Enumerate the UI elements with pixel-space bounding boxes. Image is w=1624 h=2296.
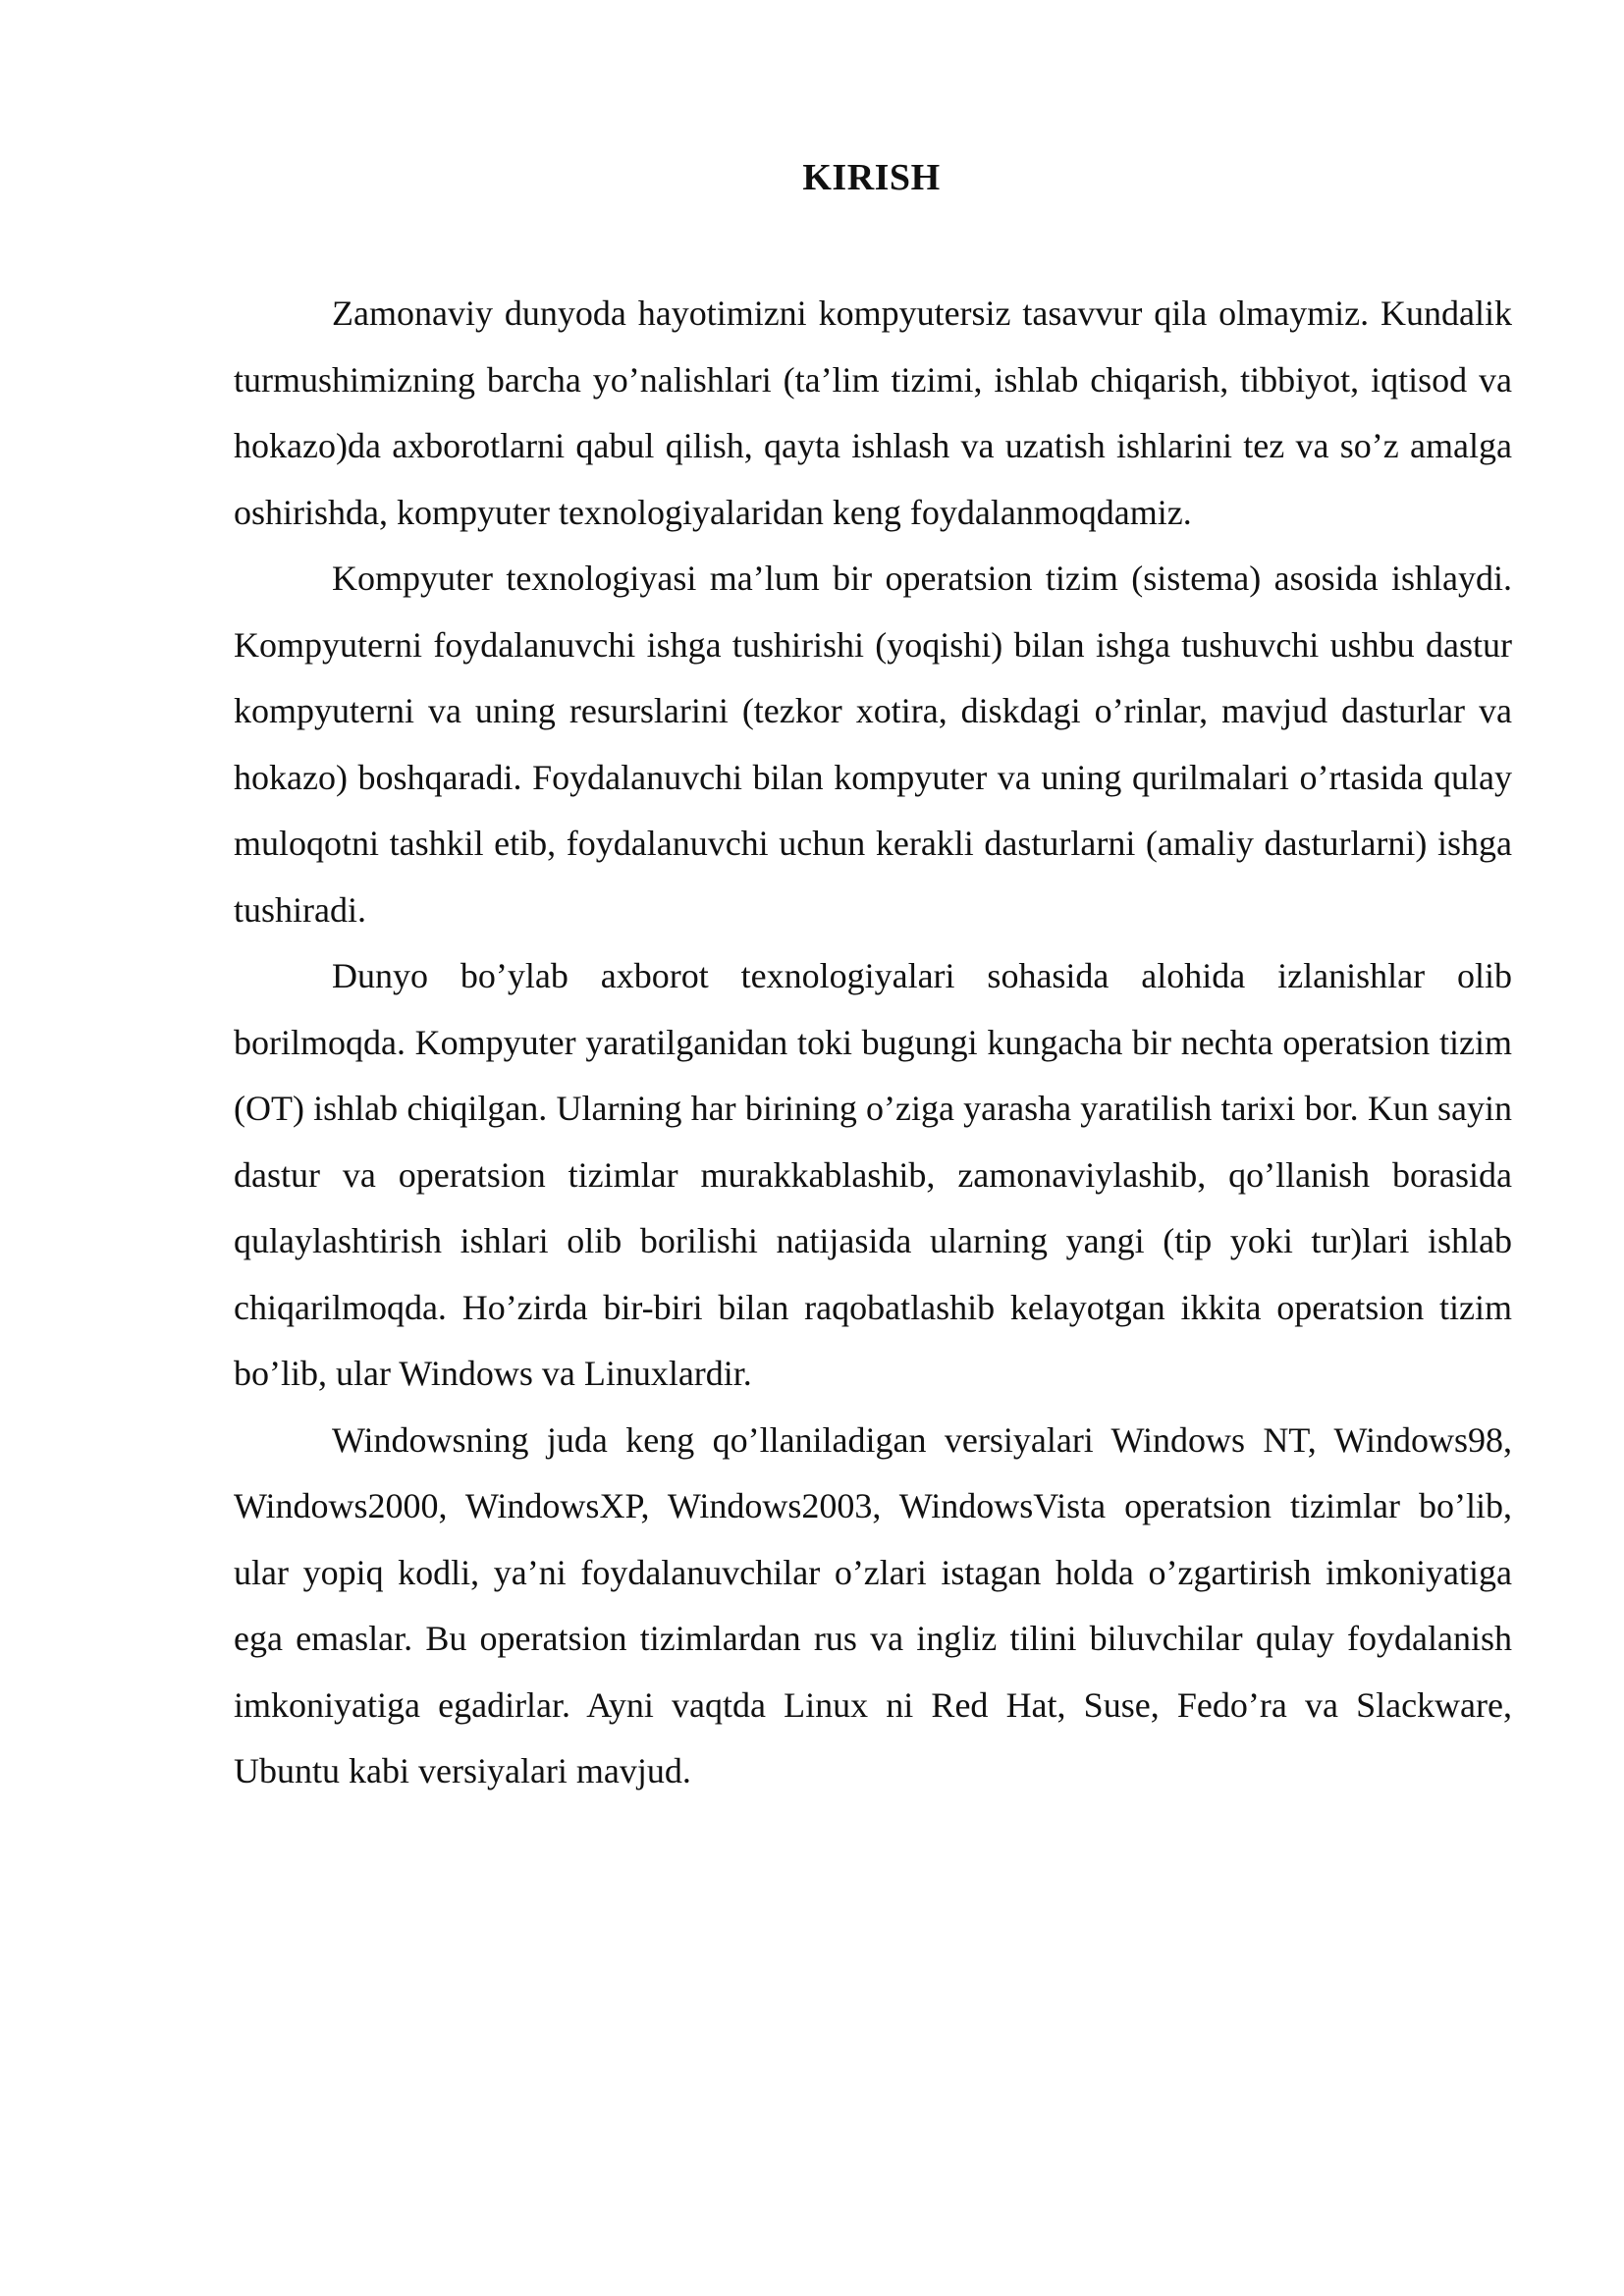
document-body (234, 281, 1512, 1805)
paragraph-3: Dunyo bo’ylab axborot texnologiyalari sohasida alohida izlanishlar olib borilmoqda. Kompyuter yaratilganidan toki bugungi kungacha bir nechta operatsion tizim (OT) ishlab chiqilgan. Ularning har birining o’ziga yarasha yaratilish tarixi bor. Kun sayin dastur va operatsion tizimlar murakkablashib, zamonaviylashib, qo’llanish borasida qulaylashtirish ishlari olib borilishi natijasida ularning yangi (tip yoki tur)lari ishlab chiqarilmoqda. Ho’zirda bir-biri bilan raqobatlashib kelayotgan ikkita operatsion tizim bo’lib, ular Windows va Linuxlardir. (234, 956, 1512, 1393)
paragraph-4: Windowsning juda keng qo’llaniladigan versiyalari Windows NT, Windows98, Windows2000, WindowsXP, Windows2003, WindowsVista operatsion tizimlar bo’lib, ular yopiq kodli, ya’ni foydalanuvchilar o’zlari istagan holda o’zgartirish imkoniyatiga ega emaslar. Bu operatsion tizimlardan rus va ingliz tilini biluvchilar qulay foydalanish imkoniyatiga egadirlar. Ayni vaqtda Linux ni Red Hat, Suse, Fedo’ra va Slackware, Ubuntu kabi versiyalari mavjud. (234, 1419, 1512, 1790)
document-title: KIRISH (802, 157, 941, 198)
paragraph-1: Zamonaviy dunyoda hayotimizni kompyutersiz tasavvur qila olmaymiz. Kundalik turmushimizning barcha yo’nalishlari (ta’lim tizimi, ishlab chiqarish, tibbiyot, iqtisod va hokazo)da axborotlarni qabul qilish, qayta ishlash va uzatish ishlarini tez va so’z amalga oshirishda, kompyuter texnologiyalaridan keng foydalanmoqdamiz. (234, 294, 1512, 532)
paragraph-2: Kompyuter texnologiyasi ma’lum bir operatsion tizim (sistema) asosida ishlaydi. Kompyuterni foydalanuvchi ishga tushirishi (yoqishi) bilan ishga tushuvchi ushbu dastur kompyuterni va uning resurslarini (tezkor xotira, diskdagi o’rinlar, mavjud dasturlar va hokazo) boshqaradi. Foydalanuvchi bilan kompyuter va uning qurilmalari o’rtasida qulay muloqotni tashkil etib, foydalanuvchi uchun kerakli dasturlarni (amaliy dasturlarni) ishga tushiradi. (234, 559, 1512, 930)
